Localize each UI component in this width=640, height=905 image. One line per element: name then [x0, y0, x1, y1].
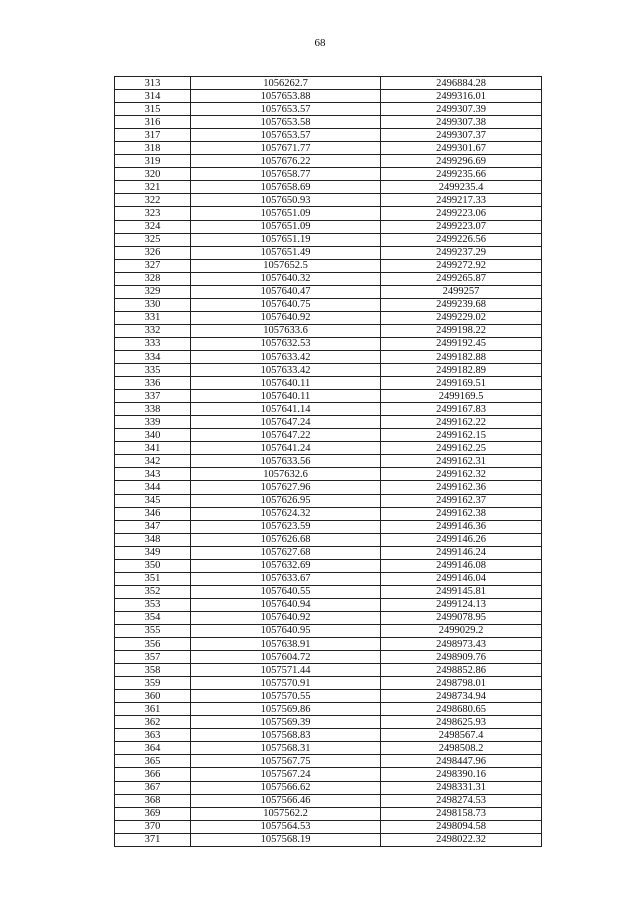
x-coordinate-cell: 1057626.95	[191, 494, 381, 507]
point-number-cell: 314	[115, 90, 191, 103]
y-coordinate-cell: 2498567.4	[381, 729, 542, 742]
x-coordinate-cell: 1057562.2	[191, 807, 381, 820]
table-row	[115, 677, 542, 690]
table-row	[115, 820, 542, 833]
table-row	[115, 272, 542, 285]
x-coordinate-cell: 1057632.6	[191, 468, 381, 481]
point-number-cell: 337	[115, 390, 191, 403]
x-coordinate-cell: 1057640.95	[191, 624, 381, 637]
point-number-cell: 368	[115, 794, 191, 807]
point-number-cell: 367	[115, 781, 191, 794]
table-row	[115, 220, 542, 233]
point-number-cell: 343	[115, 468, 191, 481]
point-number-cell: 344	[115, 481, 191, 494]
point-number-cell: 357	[115, 651, 191, 664]
y-coordinate-cell: 2499169.5	[381, 390, 542, 403]
x-coordinate-cell: 1057640.94	[191, 598, 381, 611]
table-row	[115, 833, 542, 846]
x-coordinate-cell: 1057633.42	[191, 350, 381, 363]
x-coordinate-cell: 1057567.75	[191, 755, 381, 768]
table-row	[115, 455, 542, 468]
x-coordinate-cell: 1057633.42	[191, 364, 381, 377]
point-number-cell: 358	[115, 664, 191, 677]
point-number-cell: 348	[115, 533, 191, 546]
y-coordinate-cell: 2499182.89	[381, 364, 542, 377]
y-coordinate-cell: 2499239.68	[381, 298, 542, 311]
x-coordinate-cell: 1056262.7	[191, 77, 381, 90]
y-coordinate-cell: 2499124.13	[381, 598, 542, 611]
point-number-cell: 324	[115, 220, 191, 233]
table-row	[115, 651, 542, 664]
x-coordinate-cell: 1057571.44	[191, 664, 381, 677]
y-coordinate-cell: 2498094.58	[381, 820, 542, 833]
point-number-cell: 333	[115, 337, 191, 350]
point-number-cell: 334	[115, 350, 191, 363]
table-row	[115, 494, 542, 507]
y-coordinate-cell: 2499182.88	[381, 350, 542, 363]
y-coordinate-cell: 2499146.26	[381, 533, 542, 546]
x-coordinate-cell: 1057653.88	[191, 90, 381, 103]
y-coordinate-cell: 2498680.65	[381, 703, 542, 716]
point-number-cell: 327	[115, 259, 191, 272]
table-row	[115, 572, 542, 585]
table-row	[115, 77, 542, 90]
y-coordinate-cell: 2499145.81	[381, 585, 542, 598]
y-coordinate-cell: 2499146.36	[381, 520, 542, 533]
y-coordinate-cell: 2498158.73	[381, 807, 542, 820]
table-row	[115, 664, 542, 677]
point-number-cell: 347	[115, 520, 191, 533]
x-coordinate-cell: 1057658.69	[191, 181, 381, 194]
y-coordinate-cell: 2498022.32	[381, 833, 542, 846]
y-coordinate-cell: 2498625.93	[381, 716, 542, 729]
y-coordinate-cell: 2499265.87	[381, 272, 542, 285]
coordinate-table	[114, 76, 542, 847]
coordinate-table-body	[115, 77, 542, 847]
x-coordinate-cell: 1057651.49	[191, 246, 381, 259]
y-coordinate-cell: 2499162.32	[381, 468, 542, 481]
table-row	[115, 285, 542, 298]
point-number-cell: 346	[115, 507, 191, 520]
x-coordinate-cell: 1057653.58	[191, 116, 381, 129]
point-number-cell: 320	[115, 168, 191, 181]
table-row	[115, 585, 542, 598]
point-number-cell: 355	[115, 624, 191, 637]
table-row	[115, 324, 542, 337]
table-row	[115, 259, 542, 272]
point-number-cell: 318	[115, 142, 191, 155]
x-coordinate-cell: 1057640.55	[191, 585, 381, 598]
y-coordinate-cell: 2499162.38	[381, 507, 542, 520]
x-coordinate-cell: 1057651.19	[191, 233, 381, 246]
table-row	[115, 194, 542, 207]
y-coordinate-cell: 2499146.04	[381, 572, 542, 585]
x-coordinate-cell: 1057633.67	[191, 572, 381, 585]
point-number-cell: 330	[115, 298, 191, 311]
y-coordinate-cell: 2499198.22	[381, 324, 542, 337]
table-row	[115, 207, 542, 220]
x-coordinate-cell: 1057651.09	[191, 220, 381, 233]
point-number-cell: 328	[115, 272, 191, 285]
x-coordinate-cell: 1057627.96	[191, 481, 381, 494]
table-row	[115, 129, 542, 142]
point-number-cell: 370	[115, 820, 191, 833]
table-row	[115, 807, 542, 820]
table-row	[115, 794, 542, 807]
table-row	[115, 638, 542, 651]
y-coordinate-cell: 2498274.53	[381, 794, 542, 807]
x-coordinate-cell: 1057566.62	[191, 781, 381, 794]
y-coordinate-cell: 2498447.96	[381, 755, 542, 768]
y-coordinate-cell: 2499192.45	[381, 337, 542, 350]
x-coordinate-cell: 1057640.32	[191, 272, 381, 285]
table-row	[115, 416, 542, 429]
x-coordinate-cell: 1057671.77	[191, 142, 381, 155]
x-coordinate-cell: 1057569.86	[191, 703, 381, 716]
point-number-cell: 371	[115, 833, 191, 846]
x-coordinate-cell: 1057647.22	[191, 429, 381, 442]
point-number-cell: 331	[115, 311, 191, 324]
table-row	[115, 703, 542, 716]
table-row	[115, 103, 542, 116]
table-row	[115, 298, 542, 311]
point-number-cell: 336	[115, 377, 191, 390]
table-row	[115, 481, 542, 494]
table-row	[115, 559, 542, 572]
point-number-cell: 345	[115, 494, 191, 507]
y-coordinate-cell: 2499223.07	[381, 220, 542, 233]
point-number-cell: 365	[115, 755, 191, 768]
x-coordinate-cell: 1057641.24	[191, 442, 381, 455]
x-coordinate-cell: 1057624.32	[191, 507, 381, 520]
page-number: 68	[314, 37, 326, 49]
y-coordinate-cell: 2498508.2	[381, 742, 542, 755]
table-row	[115, 90, 542, 103]
y-coordinate-cell: 2498390.16	[381, 768, 542, 781]
y-coordinate-cell: 2499307.37	[381, 129, 542, 142]
y-coordinate-cell: 2499162.37	[381, 494, 542, 507]
y-coordinate-cell: 2499307.38	[381, 116, 542, 129]
y-coordinate-cell: 2499257	[381, 285, 542, 298]
y-coordinate-cell: 2499146.08	[381, 559, 542, 572]
x-coordinate-cell: 1057651.09	[191, 207, 381, 220]
y-coordinate-cell: 2496884.28	[381, 77, 542, 90]
table-row	[115, 755, 542, 768]
y-coordinate-cell: 2499162.25	[381, 442, 542, 455]
y-coordinate-cell: 2499316.01	[381, 90, 542, 103]
point-number-cell: 341	[115, 442, 191, 455]
table-row	[115, 403, 542, 416]
table-row	[115, 520, 542, 533]
table-row	[115, 429, 542, 442]
x-coordinate-cell: 1057569.39	[191, 716, 381, 729]
x-coordinate-cell: 1057647.24	[191, 416, 381, 429]
y-coordinate-cell: 2499307.39	[381, 103, 542, 116]
x-coordinate-cell: 1057627.68	[191, 546, 381, 559]
point-number-cell: 329	[115, 285, 191, 298]
table-row	[115, 598, 542, 611]
y-coordinate-cell: 2499272.92	[381, 259, 542, 272]
table-row	[115, 507, 542, 520]
table-row	[115, 350, 542, 363]
x-coordinate-cell: 1057633.56	[191, 455, 381, 468]
point-number-cell: 326	[115, 246, 191, 259]
y-coordinate-cell: 2498798.01	[381, 677, 542, 690]
y-coordinate-cell: 2499301.67	[381, 142, 542, 155]
table-row	[115, 716, 542, 729]
y-coordinate-cell: 2499029.2	[381, 624, 542, 637]
y-coordinate-cell: 2499169.51	[381, 377, 542, 390]
x-coordinate-cell: 1057604.72	[191, 651, 381, 664]
x-coordinate-cell: 1057640.47	[191, 285, 381, 298]
table-row	[115, 116, 542, 129]
table-row	[115, 546, 542, 559]
point-number-cell: 340	[115, 429, 191, 442]
x-coordinate-cell: 1057626.68	[191, 533, 381, 546]
y-coordinate-cell: 2499217.33	[381, 194, 542, 207]
table-row	[115, 311, 542, 324]
y-coordinate-cell: 2498734.94	[381, 690, 542, 703]
x-coordinate-cell: 1057650.93	[191, 194, 381, 207]
y-coordinate-cell: 2499235.66	[381, 168, 542, 181]
point-number-cell: 316	[115, 116, 191, 129]
table-row	[115, 690, 542, 703]
table-row	[115, 533, 542, 546]
y-coordinate-cell: 2499226.56	[381, 233, 542, 246]
x-coordinate-cell: 1057652.5	[191, 259, 381, 272]
x-coordinate-cell: 1057568.19	[191, 833, 381, 846]
table-row	[115, 246, 542, 259]
x-coordinate-cell: 1057641.14	[191, 403, 381, 416]
point-number-cell: 335	[115, 364, 191, 377]
table-row	[115, 390, 542, 403]
point-number-cell: 339	[115, 416, 191, 429]
table-row	[115, 729, 542, 742]
table-row	[115, 742, 542, 755]
point-number-cell: 325	[115, 233, 191, 246]
x-coordinate-cell: 1057676.22	[191, 155, 381, 168]
table-row	[115, 168, 542, 181]
point-number-cell: 360	[115, 690, 191, 703]
point-number-cell: 338	[115, 403, 191, 416]
y-coordinate-cell: 2499296.69	[381, 155, 542, 168]
point-number-cell: 356	[115, 638, 191, 651]
y-coordinate-cell: 2498973.43	[381, 638, 542, 651]
x-coordinate-cell: 1057640.92	[191, 611, 381, 624]
x-coordinate-cell: 1057623.59	[191, 520, 381, 533]
x-coordinate-cell: 1057570.91	[191, 677, 381, 690]
y-coordinate-cell: 2499078.95	[381, 611, 542, 624]
y-coordinate-cell: 2499146.24	[381, 546, 542, 559]
point-number-cell: 366	[115, 768, 191, 781]
x-coordinate-cell: 1057653.57	[191, 129, 381, 142]
y-coordinate-cell: 2499162.31	[381, 455, 542, 468]
y-coordinate-cell: 2498909.76	[381, 651, 542, 664]
x-coordinate-cell: 1057640.11	[191, 390, 381, 403]
y-coordinate-cell: 2499229.02	[381, 311, 542, 324]
x-coordinate-cell: 1057570.55	[191, 690, 381, 703]
y-coordinate-cell: 2499162.36	[381, 481, 542, 494]
point-number-cell: 349	[115, 546, 191, 559]
table-row	[115, 468, 542, 481]
table-row	[115, 337, 542, 350]
point-number-cell: 322	[115, 194, 191, 207]
table-row	[115, 624, 542, 637]
y-coordinate-cell: 2499162.22	[381, 416, 542, 429]
x-coordinate-cell: 1057632.69	[191, 559, 381, 572]
x-coordinate-cell: 1057568.83	[191, 729, 381, 742]
y-coordinate-cell: 2499235.4	[381, 181, 542, 194]
point-number-cell: 315	[115, 103, 191, 116]
point-number-cell: 317	[115, 129, 191, 142]
point-number-cell: 351	[115, 572, 191, 585]
x-coordinate-cell: 1057640.75	[191, 298, 381, 311]
y-coordinate-cell: 2499162.15	[381, 429, 542, 442]
point-number-cell: 342	[115, 455, 191, 468]
point-number-cell: 362	[115, 716, 191, 729]
point-number-cell: 354	[115, 611, 191, 624]
point-number-cell: 332	[115, 324, 191, 337]
x-coordinate-cell: 1057653.57	[191, 103, 381, 116]
table-row	[115, 233, 542, 246]
table-row	[115, 377, 542, 390]
y-coordinate-cell: 2499223.06	[381, 207, 542, 220]
table-row	[115, 142, 542, 155]
point-number-cell: 350	[115, 559, 191, 572]
point-number-cell: 361	[115, 703, 191, 716]
point-number-cell: 363	[115, 729, 191, 742]
table-row	[115, 155, 542, 168]
point-number-cell: 323	[115, 207, 191, 220]
x-coordinate-cell: 1057632.53	[191, 337, 381, 350]
table-row	[115, 611, 542, 624]
table-row	[115, 442, 542, 455]
table-row	[115, 181, 542, 194]
table-row	[115, 768, 542, 781]
y-coordinate-cell: 2499237.29	[381, 246, 542, 259]
y-coordinate-cell: 2498852.86	[381, 664, 542, 677]
point-number-cell: 369	[115, 807, 191, 820]
x-coordinate-cell: 1057640.11	[191, 377, 381, 390]
point-number-cell: 321	[115, 181, 191, 194]
y-coordinate-cell: 2499167.83	[381, 403, 542, 416]
x-coordinate-cell: 1057640.92	[191, 311, 381, 324]
y-coordinate-cell: 2498331.31	[381, 781, 542, 794]
point-number-cell: 364	[115, 742, 191, 755]
x-coordinate-cell: 1057658.77	[191, 168, 381, 181]
x-coordinate-cell: 1057638.91	[191, 638, 381, 651]
table-row	[115, 364, 542, 377]
point-number-cell: 319	[115, 155, 191, 168]
x-coordinate-cell: 1057568.31	[191, 742, 381, 755]
x-coordinate-cell: 1057564.53	[191, 820, 381, 833]
point-number-cell: 352	[115, 585, 191, 598]
point-number-cell: 359	[115, 677, 191, 690]
table-row	[115, 781, 542, 794]
x-coordinate-cell: 1057633.6	[191, 324, 381, 337]
x-coordinate-cell: 1057567.24	[191, 768, 381, 781]
point-number-cell: 313	[115, 77, 191, 90]
x-coordinate-cell: 1057566.46	[191, 794, 381, 807]
point-number-cell: 353	[115, 598, 191, 611]
